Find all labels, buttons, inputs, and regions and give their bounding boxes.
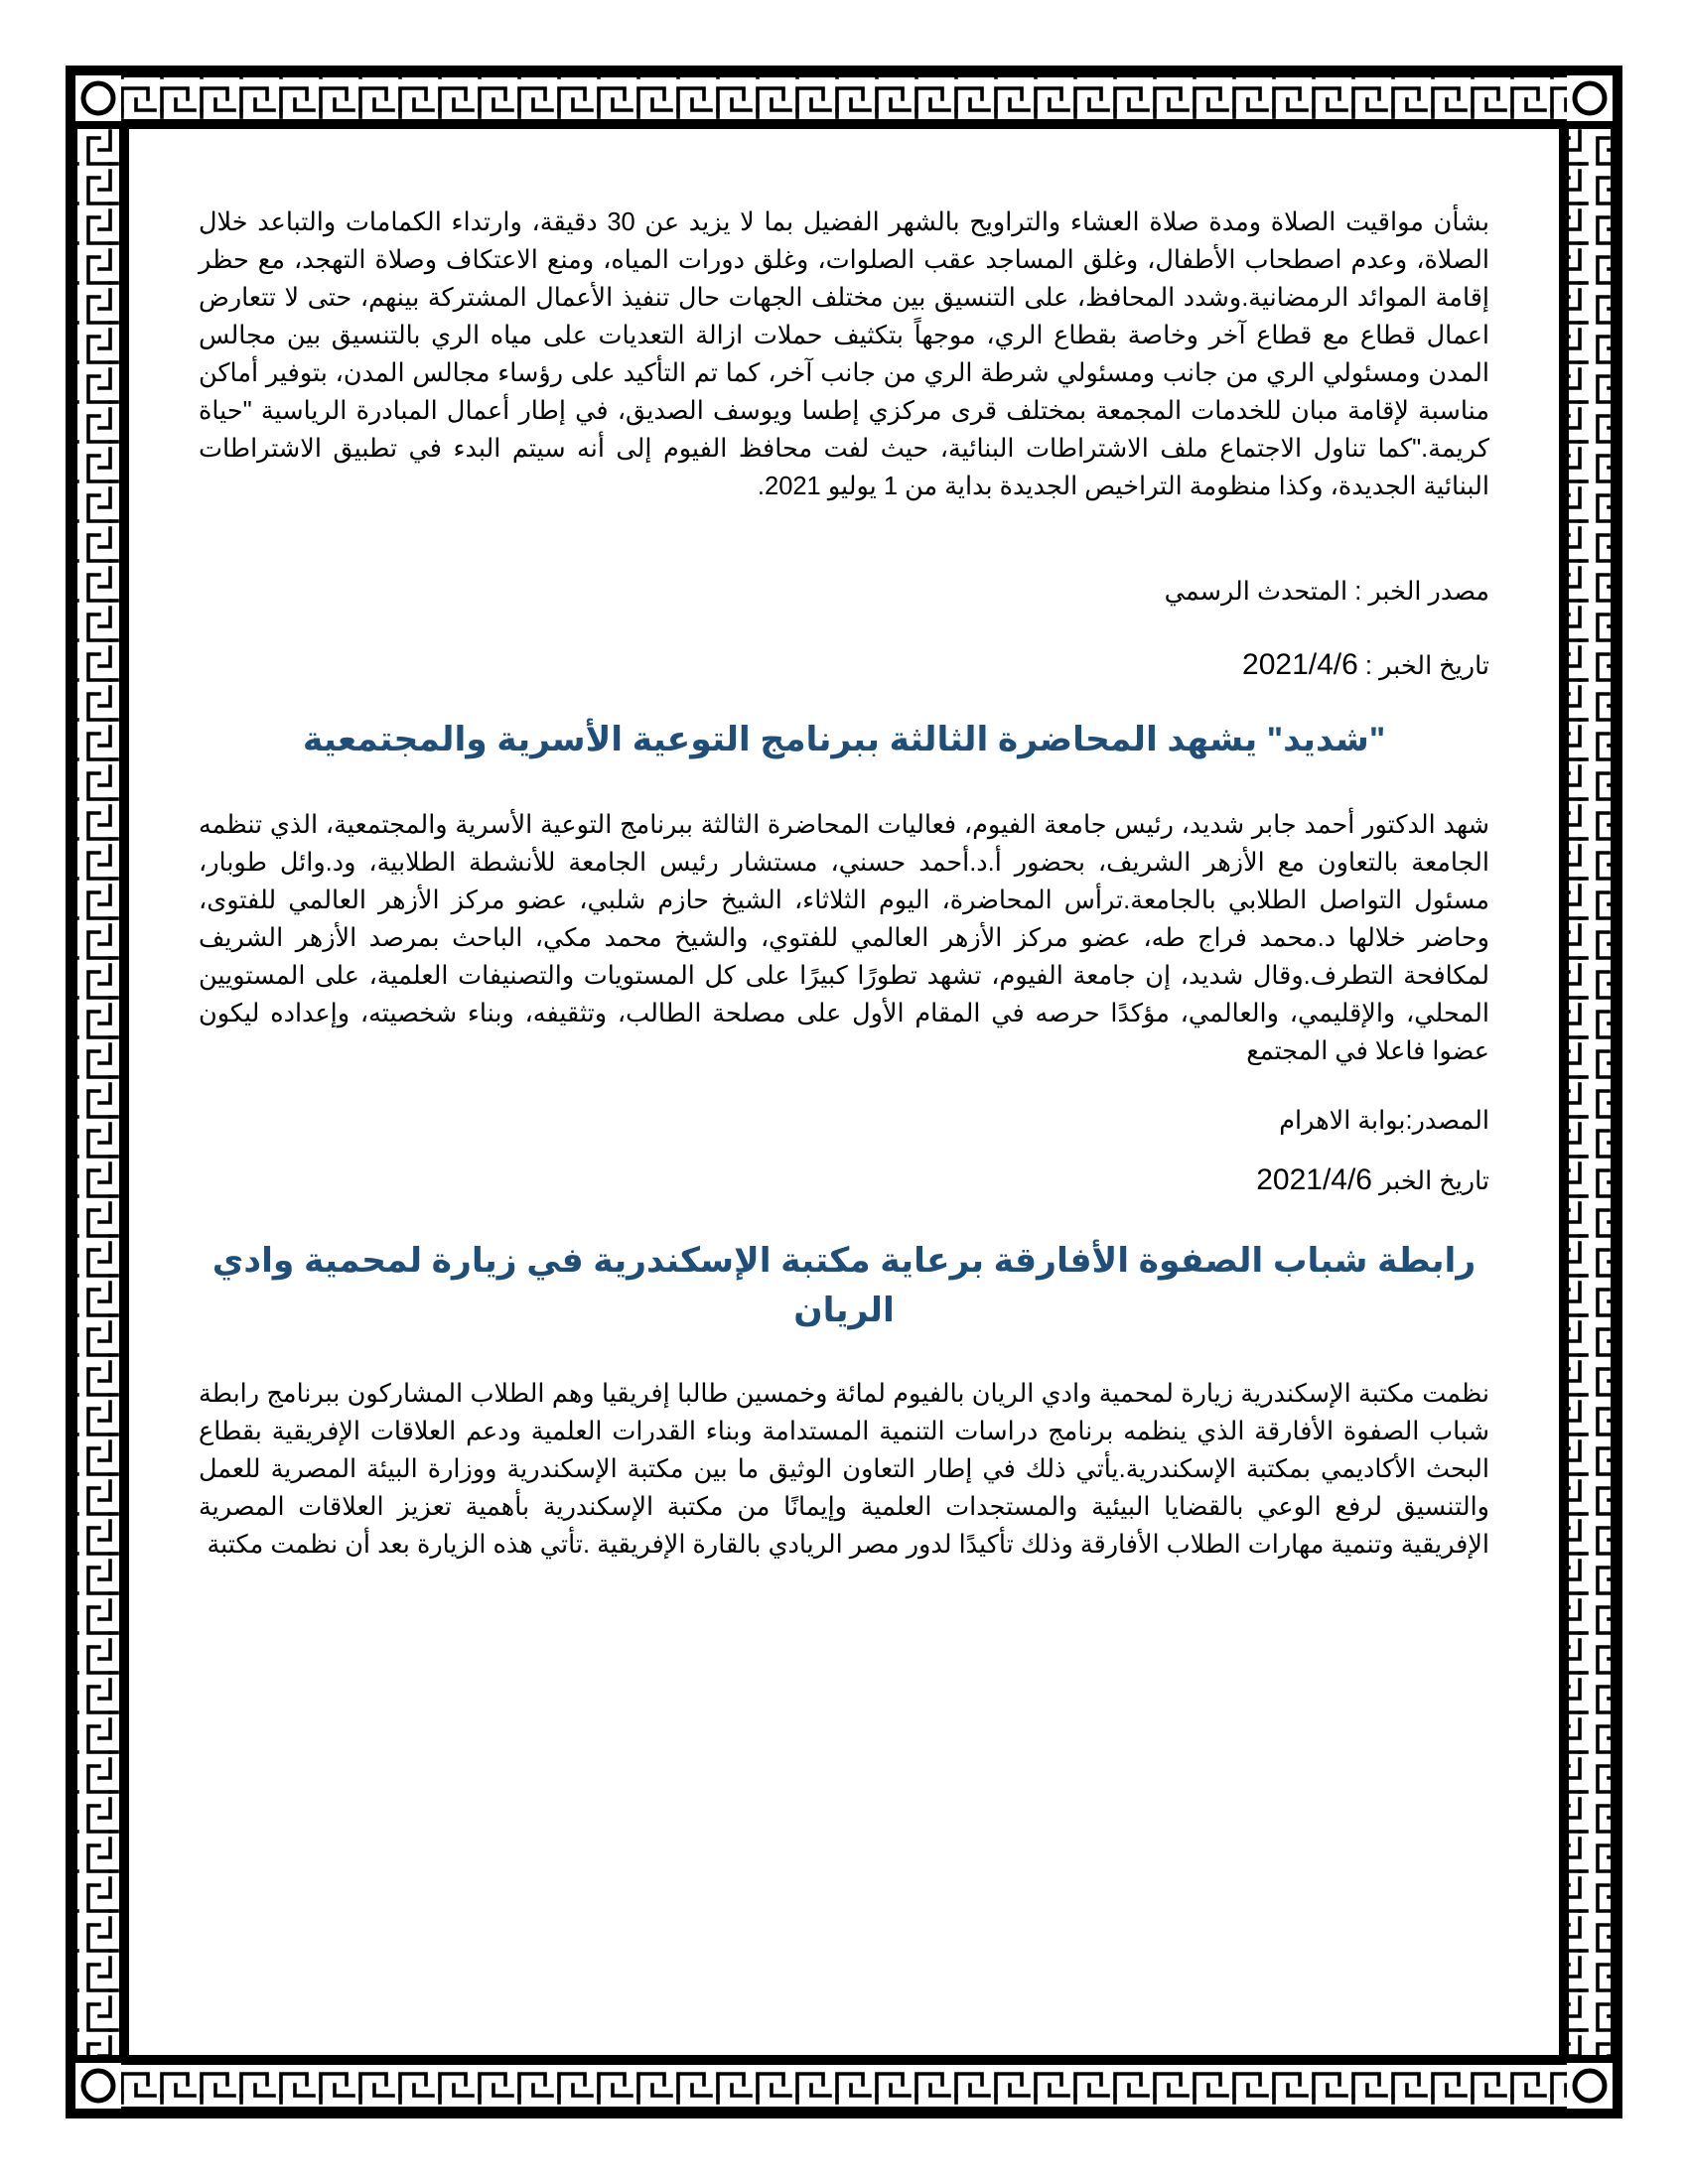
article2-date: [199, 1163, 1489, 1198]
article3-title: رابطة شباب الصفوة الأفارقة برعاية مكتبة الإسكندرية في زيارة لمحمية وادي الريان: [211, 1242, 1477, 1329]
article1-source: مصدر الخبر : المتحدث الرسمي: [1164, 578, 1489, 606]
article2-body: شهد الدكتور أحمد جابر شديد، رئيس جامعة الفيوم، فعاليات المحاضرة الثالثة ببرنامج التوعية الأسرية والمجتمعية، الذي تنظمه الجامعة بالتعاون مع الأزهر الشريف، بحضور أ.د.أحمد حسني، مستشار رئيس الجامعة للأنشطة الطلابية، ود.وائل طوبار، مسئول التواصل الطلابي بالجامعة.ترأس المحاضرة، اليوم الثلاثاء، الشيخ حازم شلبي، عضو مركز الأزهر العالمي للفتوى، وحاضر خلالها د.محمد فراج طه، عضو مركز الأزهر العالمي للفتوي، والشيخ محمد مكي، الباحث بمرصد الأزهر الشريف لمكافحة التطرف.وقال شديد، إن جامعة الفيوم، تشهد تطورًا كبيرًا على كل المستويات والتصنيفات العلمية، على المستويين المحلي، والإقليمي، والعالمي، مؤكدًا حرصه في المقام الأول على مصلحة الطالب، وتثقيفه، وبناء شخصيته، وإعداده ليكون عضوا فاعلا في المجتمع: [199, 811, 1489, 1065]
article1-date-prefix: تاريخ الخبر :: [1357, 652, 1489, 680]
article2-title: "شديد" يشهد المحاضرة الثالثة ببرنامج التوعية الأسرية والمجتمعية: [302, 721, 1386, 758]
article2-date-prefix: تاريخ الخبر: [1372, 1167, 1489, 1195]
corner-ornament-bottom-right: [1567, 2063, 1613, 2109]
article2-source: المصدر:بوابة الاهرام: [1279, 1107, 1489, 1135]
article1-date-value: 2021/4/6: [1242, 648, 1358, 681]
article1-date: [199, 648, 1489, 683]
corner-ornament-bottom-left: [75, 2063, 121, 2109]
corner-ornament-top-left: [75, 75, 121, 121]
corner-ornament-top-right: [1567, 75, 1613, 121]
article3-body: نظمت مكتبة الإسكندرية زيارة لمحمية وادي الريان بالفيوم لمائة وخمسين طالبا إفريقيا وهم الطلاب المشاركون ببرنامج رابطة شباب الصفوة الأفارقة الذي ينظمه برنامج دراسات التنمية المستدامة وبناء القدرات العلمية ودعم العلاقات الإفريقية بقطاع البحث الأكاديمي بمكتبة الإسكندرية.يأتي ذلك في إطار التعاون الوثيق ما بين مكتبة الإسكندرية ووزارة البيئة المصرية للعمل والتنسيق لرفع الوعي بالقضايا البيئية والمستجدات العلمية وإيمانًا من مكتبة الإسكندرية بأهمية تعزيز العلاقات المصرية الإفريقية وتنمية مهارات الطلاب الأفارقة وذلك تأكيدًا لدور مصر الريادي بالقارة الإفريقية .تأتي هذه الزيارة بعد أن نظمت مكتبة: [199, 1380, 1489, 1559]
page-content: [199, 194, 1489, 1971]
article1-body: بشأن مواقيت الصلاة ومدة صلاة العشاء والتراويح بالشهر الفضيل بما لا يزيد عن 30 دقيقة، وارتداء الكمامات والتباعد خلال الصلاة، وعدم اصطحاب الأطفال، وغلق المساجد عقب الصلوات، وغلق دورات المياه، ومنع الاعتكاف وصلاة التهجد، مع حظر إقامة الموائد الرمضانية.وشدد المحافظ، على التنسيق بين مختلف الجهات حال تنفيذ الأعمال المشتركة بينهم، حتى لا تتعارض اعمال قطاع مع قطاع آخر وخاصة بقطاع الري، موجهاً بتكثيف حملات ازالة التعديات على مياه الري بالتنسيق بين مجالس المدن ومسئولي الري من جانب ومسئولي شرطة الري من جانب آخر، كما تم التأكيد على رؤساء مجالس المدن، بتوفير أماكن مناسبة لإقامة مبان للخدمات المجمعة بمختلف قرى مركزي إطسا ويوسف الصديق، في إطار أعمال المبادرة الرياسية "حياة كريمة."كما تناول الاجتماع ملف الاشتراطات البنائية، حيث لفت محافظ الفيوم إلى أنه سيتم البدء في تطبيق الاشتراطات البنائية الجديدة، وكذا منظومة التراخيص الجديدة بداية من 1 يوليو 2021.: [199, 208, 1489, 500]
article2-date-value: 2021/4/6: [1256, 1163, 1372, 1196]
